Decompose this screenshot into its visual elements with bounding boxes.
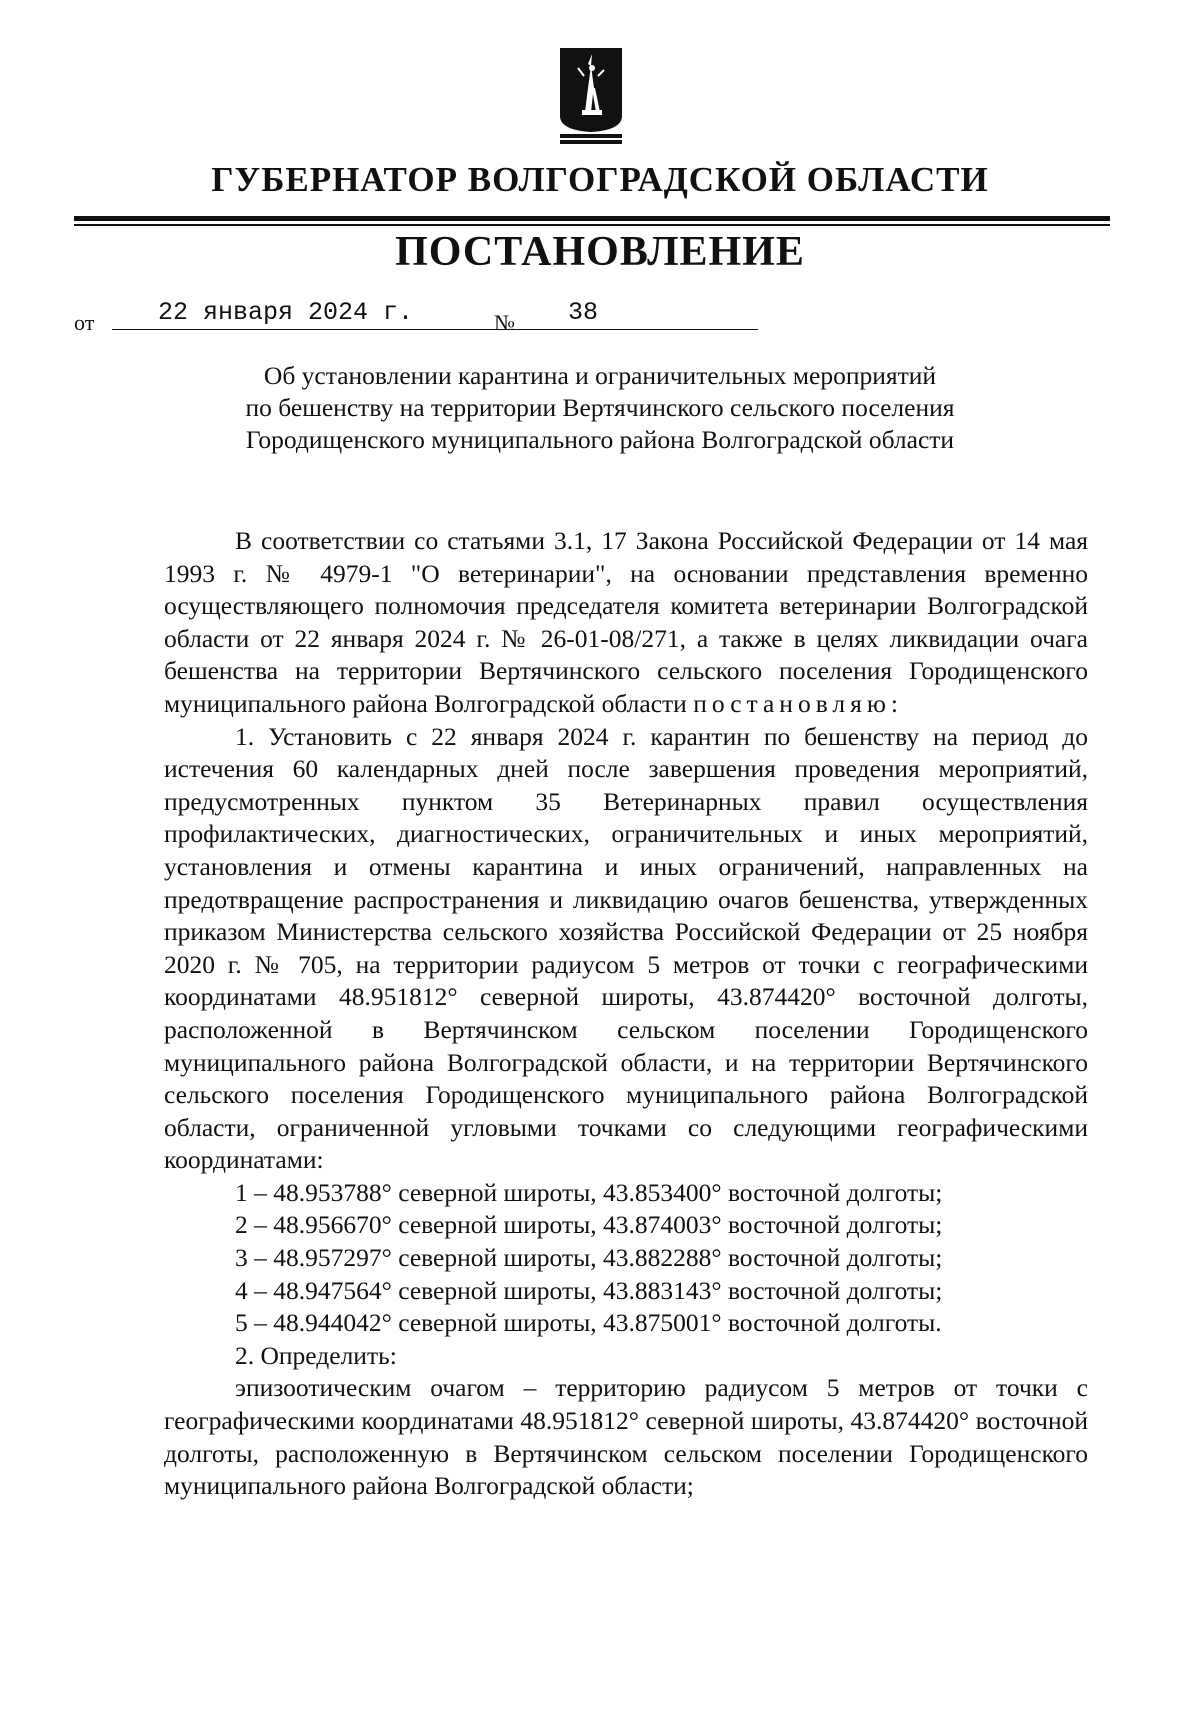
item-1-paragraph: 1. Установить с 22 января 2024 г. карантин по бешенству на период до истечения 60 календарных дней после завершения проведения мероприятий, предусмотренных пунктом 35 Ветеринарных правил осуществления профилактических, диагностических, ограничительных и иных мероприятий, установления и отмены карантина и иных ограничений, направленных на предотвращение распространения и ликвидацию очагов бешенства, утвержденных приказом Министерства сельского хозяйства Российской Федерации от 25 ноября 2020 г. № 705, на территории радиусом 5 метров от точки с географическими координатами 48.951812° северной широты, 43.874420° восточной долготы, расположенной в Вертячинском сельском поселении Городищенского муниципального района Волгоградской области, и на территории Вертячинского сельского поселения Городищенского муниципального района Волгоградской области, ограниченной угловыми точками со следующими географическими координатами: — [164, 721, 1088, 1175]
volgograd-emblem-icon — [558, 46, 624, 146]
coordinate-point-1: 1 – 48.953788° северной широты, 43.853400° восточной долготы; — [235, 1177, 943, 1207]
document-title — [0, 360, 1200, 456]
title-line: Об установлении карантина и ограничительных мероприятий — [263, 361, 937, 390]
coordinate-point-2: 2 – 48.956670° северной широты, 43.874003° восточной долготы; — [235, 1210, 943, 1240]
date-number-row — [74, 298, 714, 338]
coordinate-point-3: 3 – 48.957297° северной широты, 43.882288° восточной долготы; — [235, 1243, 943, 1273]
item-2-heading: 2. Определить: — [235, 1340, 397, 1370]
document-number: 38 — [526, 298, 758, 330]
from-label: от — [74, 310, 95, 335]
coordinate-point-4: 4 – 48.947564° северной широты, 43.883143° восточной долготы; — [235, 1275, 943, 1305]
authority-name: ГУБЕРНАТОР ВОЛГОГРАДСКОЙ ОБЛАСТИ — [211, 160, 989, 199]
title-line: Городищенского муниципального района Волгоградской области — [245, 425, 955, 454]
header-divider-thick — [74, 216, 1110, 221]
header-divider-thin — [74, 224, 1110, 226]
number-label: № — [494, 310, 515, 335]
title-line: по бешенству на территории Вертячинского сельского поселения — [245, 393, 955, 422]
preamble-paragraph — [164, 525, 1088, 721]
item-2-focus-paragraph: эпизоотическим очагом – территорию радиусом 5 метров от точки с географическими координатами 48.951812° северной широты, 43.874420° восточной долготы, расположенную в Вертячинском сельском поселении Городищенского муниципального района Волгоградской области; — [164, 1373, 1088, 1501]
document-date: 22 января 2024 г. — [112, 298, 554, 330]
decree-word: постановляю: — [693, 688, 903, 718]
document-type: ПОСТАНОВЛЕНИЕ — [395, 229, 805, 275]
coordinate-point-5: 5 – 48.944042° северной широты, 43.875001° восточной долготы. — [235, 1308, 942, 1338]
document-body — [164, 525, 1088, 1503]
preamble-text: В соответствии со статьями 3.1, 17 Закона Российской Федерации от 14 мая 1993 г. № 4979-1 "О ветеринарии", на основании представления временно осуществляющего полномочия председателя комитета ветеринарии Волгоградской области от 22 января 2024 г. № 26-01-08/271, а также в целях ликвидации очага бешенства на территории Вертячинского сельского поселения Городищенского муниципального района Волгоградской области — [164, 526, 1088, 718]
